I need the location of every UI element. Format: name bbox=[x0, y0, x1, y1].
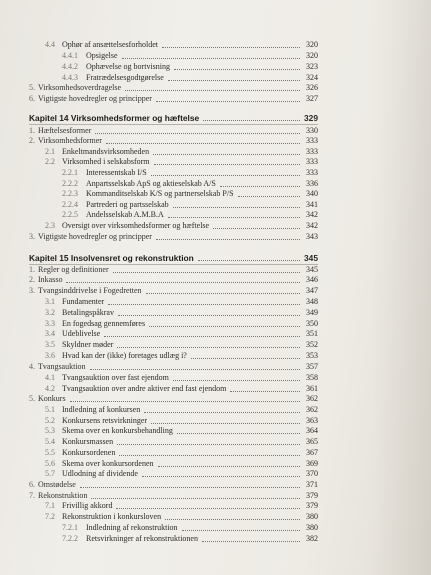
entry-title: Kapitel 15 Insolvensret og rekonstruktion bbox=[29, 253, 194, 263]
entry-number: 5.3 bbox=[45, 426, 55, 435]
entry-title: Tvangsinddrivelse i Fogedretten bbox=[38, 286, 142, 295]
entry-title: Skyldner møder bbox=[62, 340, 114, 349]
entry-number: 2.2.4 bbox=[62, 200, 78, 209]
entry-number: 2. bbox=[29, 136, 35, 145]
entry-title: Kapitel 14 Virksomhedsformer og hæftelse bbox=[29, 113, 200, 123]
entry-number: 4.4.3 bbox=[62, 73, 78, 82]
entry-number: 5.4 bbox=[45, 437, 55, 446]
entry-title: Virksomhedsformer bbox=[38, 136, 102, 145]
entry-title: Konkursmassen bbox=[62, 437, 114, 446]
dot-leader bbox=[90, 368, 300, 370]
entry-title: Ophævelse og bortvisning bbox=[86, 62, 170, 71]
entry-title: Skema over en konkursbehandling bbox=[62, 426, 173, 435]
entry-title: Vigtigste hovedregler og principper bbox=[38, 94, 152, 103]
entry-title: En fogedsag gennemføres bbox=[62, 319, 146, 328]
entry-title: Omstødelse bbox=[38, 480, 76, 489]
entry-number: 1. bbox=[29, 265, 35, 274]
page-number: 363 bbox=[306, 416, 318, 425]
entry-title: Anpartsselskab ApS og aktieselskab A/S bbox=[86, 179, 216, 188]
entry-number: 2. bbox=[29, 275, 35, 284]
entry-number: 7. bbox=[29, 491, 35, 500]
page-number: 362 bbox=[306, 405, 318, 414]
dot-leader bbox=[151, 174, 300, 176]
page-number: 330 bbox=[306, 126, 318, 135]
entry-number: 5.1 bbox=[45, 405, 55, 414]
page-number: 323 bbox=[306, 62, 318, 71]
page-number: 326 bbox=[306, 83, 318, 92]
dot-leader bbox=[142, 475, 300, 477]
entry-title: Konkursens retsvirkninger bbox=[62, 416, 148, 425]
page-number: 333 bbox=[306, 168, 318, 177]
page-number: 320 bbox=[306, 40, 318, 49]
dot-leader bbox=[118, 314, 300, 316]
entry-number: 2.2.3 bbox=[62, 189, 78, 198]
entry-number: 3.6 bbox=[45, 351, 55, 360]
dot-leader bbox=[156, 238, 300, 240]
entry-number: 5.6 bbox=[45, 459, 55, 468]
dot-leader bbox=[146, 292, 300, 294]
entry-number: 5. bbox=[29, 394, 35, 403]
entry-number: 5.2 bbox=[45, 416, 55, 425]
entry-number: 2.2.2 bbox=[62, 179, 78, 188]
page-number: 345 bbox=[306, 265, 318, 274]
dot-leader bbox=[70, 400, 300, 402]
page-number: 324 bbox=[306, 73, 318, 82]
page-number: 350 bbox=[306, 319, 318, 328]
dot-leader bbox=[174, 68, 300, 70]
entry-title: Ophør af ansættelsesforholdet bbox=[62, 40, 158, 49]
entry-number: 2.2.5 bbox=[62, 210, 78, 219]
entry-number: 3.5 bbox=[45, 340, 55, 349]
entry-title: Rekonstruktion i konkursloven bbox=[62, 512, 162, 521]
chapter-heading bbox=[0, 111, 318, 123]
page-number: 351 bbox=[306, 329, 318, 338]
page-number: 342 bbox=[306, 210, 318, 219]
entry-title: Tvangsauktion over fast ejendom bbox=[62, 373, 169, 382]
entry-title: Indledning af rekonstruktion bbox=[86, 523, 178, 532]
entry-title: Virksomhedsoverdragelse bbox=[38, 83, 122, 92]
page-number: 347 bbox=[306, 286, 318, 295]
page-number: 369 bbox=[306, 459, 318, 468]
entry-number: 2.2 bbox=[45, 157, 55, 166]
entry-title: Konkursordenen bbox=[62, 448, 116, 457]
entry-title: Interessentskab I/S bbox=[86, 168, 147, 177]
entry-title: Kommanditselskab K/S og partnerselskab P/S bbox=[86, 189, 234, 198]
page-number: 357 bbox=[306, 362, 318, 371]
entry-number: 4.4.2 bbox=[62, 62, 78, 71]
entry-title: Udeblivelse bbox=[62, 329, 101, 338]
page-number: 370 bbox=[306, 469, 318, 478]
page-number: 367 bbox=[306, 448, 318, 457]
entry-title: Enkeltmandsvirksomheden bbox=[62, 147, 150, 156]
page-number: 345 bbox=[304, 253, 318, 263]
toc-entry bbox=[0, 532, 318, 544]
entry-number: 2.1 bbox=[45, 147, 55, 156]
entry-number: 3. bbox=[29, 232, 35, 241]
entry-number: 6. bbox=[29, 480, 35, 489]
dot-leader bbox=[173, 379, 300, 381]
entry-number: 2.2.1 bbox=[62, 168, 78, 177]
dot-leader bbox=[144, 411, 300, 413]
dot-leader bbox=[119, 454, 300, 456]
page-number: 329 bbox=[304, 113, 318, 123]
dot-leader bbox=[202, 540, 300, 542]
dot-leader bbox=[117, 346, 300, 348]
page-number: 327 bbox=[306, 94, 318, 103]
dot-leader bbox=[156, 100, 300, 102]
dot-leader bbox=[238, 195, 300, 197]
entry-number: 5. bbox=[29, 83, 35, 92]
chapter-heading bbox=[0, 251, 318, 263]
entry-title: Hæftelsesformer bbox=[38, 126, 92, 135]
entry-number: 5.5 bbox=[45, 448, 55, 457]
dot-leader bbox=[203, 119, 300, 121]
dot-leader bbox=[104, 335, 300, 337]
dot-leader bbox=[213, 227, 300, 229]
dot-leader bbox=[162, 46, 300, 48]
page-number: 333 bbox=[306, 136, 318, 145]
page-number: 340 bbox=[306, 189, 318, 198]
page-number: 349 bbox=[306, 308, 318, 317]
entry-title: Partrederi og partsselskab bbox=[86, 200, 169, 209]
dot-leader bbox=[108, 303, 300, 305]
page-number: 353 bbox=[306, 351, 318, 360]
entry-title: Retsvirkninger af rekonstruktionen bbox=[86, 534, 198, 543]
entry-number: 4.4 bbox=[45, 40, 55, 49]
entry-number: 3.1 bbox=[45, 297, 55, 306]
entry-title: Tvangsauktion over andre aktiver end fast ejendom bbox=[62, 384, 227, 393]
entry-title: Tvangsauktion bbox=[38, 362, 86, 371]
page-number: 341 bbox=[306, 200, 318, 209]
entry-title: Virksomhed i selskabsform bbox=[62, 157, 150, 166]
page-number: 379 bbox=[306, 501, 318, 510]
entry-number: 6. bbox=[29, 94, 35, 103]
page-number: 362 bbox=[306, 394, 318, 403]
entry-title: Regler og definitioner bbox=[38, 265, 109, 274]
page-number: 379 bbox=[306, 491, 318, 500]
entry-number: 3.2 bbox=[45, 308, 55, 317]
page-number: 336 bbox=[306, 179, 318, 188]
entry-number: 3. bbox=[29, 286, 35, 295]
page-number: 320 bbox=[306, 51, 318, 60]
page-number: 343 bbox=[306, 232, 318, 241]
page-number: 342 bbox=[306, 221, 318, 230]
dot-leader bbox=[198, 259, 300, 261]
entry-title: Opsigelse bbox=[86, 51, 118, 60]
page-number: 380 bbox=[306, 523, 318, 532]
entry-number: 7.1 bbox=[45, 501, 55, 510]
entry-title: Udlodning af dividende bbox=[62, 469, 138, 478]
dot-leader bbox=[66, 281, 300, 283]
dot-leader bbox=[116, 507, 300, 509]
page-number: 352 bbox=[306, 340, 318, 349]
entry-title: Skema over konkursordenen bbox=[62, 459, 154, 468]
dot-leader bbox=[177, 432, 300, 434]
entry-title: Inkasso bbox=[38, 275, 63, 284]
entry-number: 5.7 bbox=[45, 469, 55, 478]
entry-title: Vigtigste hovedregler og principper bbox=[38, 232, 152, 241]
entry-title: Andelsselskab A.M.B.A bbox=[86, 210, 164, 219]
dot-leader bbox=[125, 89, 300, 91]
dot-leader bbox=[106, 142, 300, 144]
entry-title: Fratrædelsesgodtgørelse bbox=[86, 73, 164, 82]
entry-number: 3.3 bbox=[45, 319, 55, 328]
entry-title: Hvad kan der (ikke) foretages udlæg i? bbox=[62, 351, 187, 360]
page-number: 382 bbox=[306, 534, 318, 543]
page-number: 358 bbox=[306, 373, 318, 382]
dot-leader bbox=[117, 443, 300, 445]
entry-number: 4.2 bbox=[45, 384, 55, 393]
entry-title: Oversigt over virksomhedsformer og hæftelse bbox=[62, 221, 210, 230]
entry-number: 3.4 bbox=[45, 329, 55, 338]
entry-number: 7.2.1 bbox=[62, 523, 78, 532]
dot-leader bbox=[168, 216, 300, 218]
entry-number: 7.2.2 bbox=[62, 534, 78, 543]
entry-number: 1. bbox=[29, 126, 35, 135]
toc-entry bbox=[0, 92, 318, 104]
entry-number: 4.1 bbox=[45, 373, 55, 382]
page-number: 371 bbox=[306, 480, 318, 489]
page-number: 333 bbox=[306, 157, 318, 166]
entry-number: 4.4.1 bbox=[62, 51, 78, 60]
page-number: 333 bbox=[306, 147, 318, 156]
entry-title: Konkurs bbox=[38, 394, 66, 403]
entry-title: Rekonstruktion bbox=[38, 491, 88, 500]
entry-title: Betalingspåkrav bbox=[62, 308, 114, 317]
page-number: 380 bbox=[306, 512, 318, 521]
dot-leader bbox=[80, 486, 300, 488]
entry-number: 4. bbox=[29, 362, 35, 371]
page-number: 361 bbox=[306, 384, 318, 393]
dot-leader bbox=[191, 357, 300, 359]
entry-title: Indledning af konkursen bbox=[62, 405, 141, 414]
entry-number: 2.3 bbox=[45, 221, 55, 230]
entry-number: 7.2 bbox=[45, 512, 55, 521]
page-number: 364 bbox=[306, 426, 318, 435]
entry-title: Fundamenter bbox=[62, 297, 105, 306]
page-number: 346 bbox=[306, 275, 318, 284]
page-number: 365 bbox=[306, 437, 318, 446]
toc-entry bbox=[0, 230, 318, 242]
dot-leader bbox=[154, 163, 300, 165]
dot-leader bbox=[165, 518, 300, 520]
dot-leader bbox=[182, 529, 300, 531]
dot-leader bbox=[122, 57, 300, 59]
entry-title: Frivillig akkord bbox=[62, 501, 113, 510]
page-number: 348 bbox=[306, 297, 318, 306]
